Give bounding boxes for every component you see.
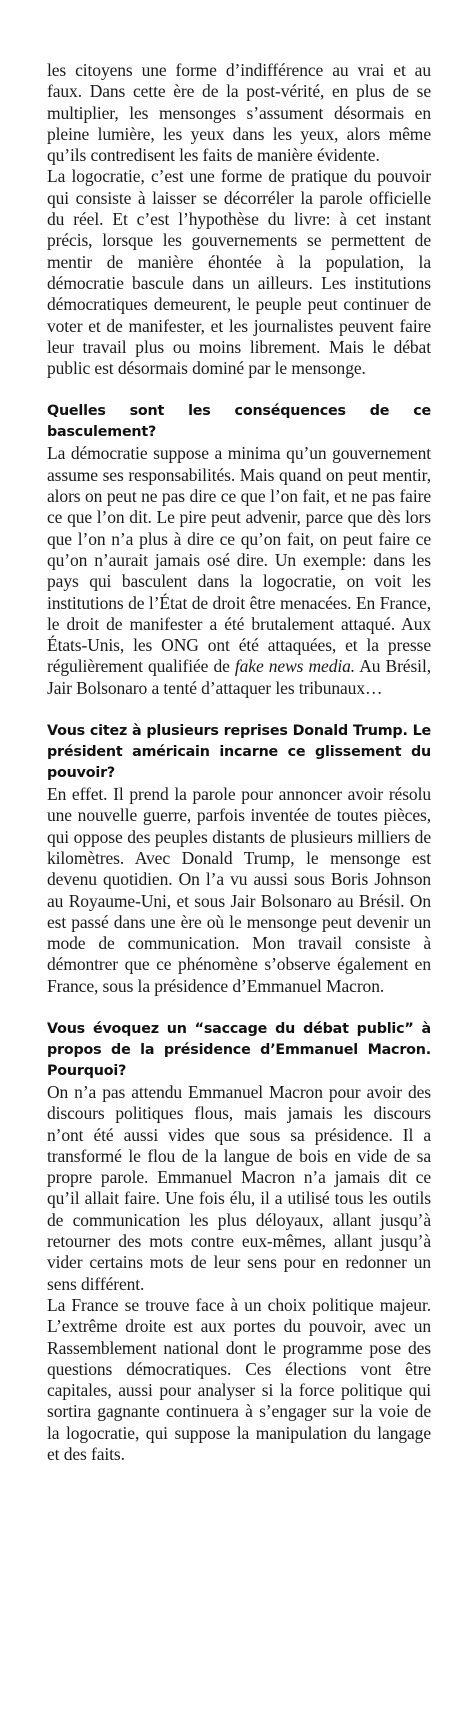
question-trump: Vous citez à plusieurs reprises Donald Trump. Le président américain incarne ce glissement du pouvoir? [47,723,431,782]
fake-news-media-phrase: fake news media. [234,656,356,677]
section-gap [47,699,431,721]
question-macron: Vous évoquez un “saccage du débat public” à propos de la présidence d’Emmanuel Macron. Pourquoi? [47,1020,431,1079]
paragraph-logocratie: La logocratie, c’est une forme de pratique du pouvoir qui consiste à laisser se décorréler la parole officielle du réel. Et c’est l’hypothèse du livre: à cet instant précis, lorsque les gouvernements se permettent de mentir de manière éhontée à la population, la démocratie bascule dans un ailleurs. Les institutions démocratiques demeurent, le peuple peut continuer de voter et de manifester, et les journalistes peuvent faire leur travail plus ou moins librement. Mais le débat public est désormais dominé par le mensonge. [47,166,431,379]
article-body [47,60,431,1465]
paragraph-intro: les citoyens une forme d’indifférence au vrai et au faux. Dans cette ère de la post-vérité, en plus de se multiplier, les mensonges s’assument désormais en pleine lumière, les yeux dans les yeux, alors même qu’ils contredisent les faits de manière évidente. [47,60,431,166]
paragraph-elections: La France se trouve face à un choix politique majeur. L’extrême droite est aux portes du pouvoir, avec un Rassemblement national dont le programme pose des questions démocratiques. Ces élections vont être capitales, aussi pour analyser si la force politique qui sortira gagnante continuera à s’engager sur la voie de la logocratie, qui suppose la manipulation du langage et des faits. [47,1294,431,1465]
question-consequences: Quelles sont les conséquences de ce basculement? [47,403,431,441]
answer-macron: On n’a pas attendu Emmanuel Macron pour avoir des discours politiques flous, mais jamais les discours n’ont été aussi vides que sous sa présidence. Il a transformé le flou de la langue de bois en vide de sa propre parole. Emmanuel Macron n’a jamais dit ce qu’il allait faire. Une fois élu, il a utilisé tous les outils de communication les plus déloyaux, allant jusqu’à retourner des mots contre eux-mêmes, allant jusqu’à vider certains mots de leur sens pour en redonner un sens différent. [47,1081,431,1294]
section-gap [47,379,431,401]
answer-consequences [47,443,431,699]
answer-consequences-text-2: Au Brésil, Jair Bolsonaro a tenté d’attaquer les tribunaux… [47,656,431,698]
answer-consequences-text-1: La démocratie suppose a minima qu’un gouvernement assume ses responsabilités. Mais quand on peut mentir, alors on peut ne pas dire ce que l’on fait, et ne pas faire ce que l’on dit. Le pire peut advenir, parce que dès lors que l’on n’a plus à dire ce qu’on fait, on peut faire ce qu’on n’aurait jamais osé dire. Un exemple: dans les pays qui basculent dans la logocratie, on voit les institutions de l’État de droit être menacées. En France, le droit de manifester a été brutalement attaqué. Aux États-Unis, les ONG ont été attaquées, et la presse régulièrement qualifiée de [47,443,431,677]
section-gap [47,997,431,1019]
answer-trump: En effet. Il prend la parole pour annoncer avoir résolu une nouvelle guerre, parfois inventée de toutes pièces, qui oppose des peuples distants de plusieurs milliers de kilomètres. Avec Donald Trump, le mensonge est devenu quotidien. On l’a vu aussi sous Boris Johnson au Royaume-Uni, et sous Jair Bolsonaro au Brésil. On est passé dans une ère où le mensonge peut devenir un mode de communication. Mon travail consiste à démontrer que ce phénomène s’observe également en France, sous la présidence d’Emmanuel Macron. [47,784,431,996]
